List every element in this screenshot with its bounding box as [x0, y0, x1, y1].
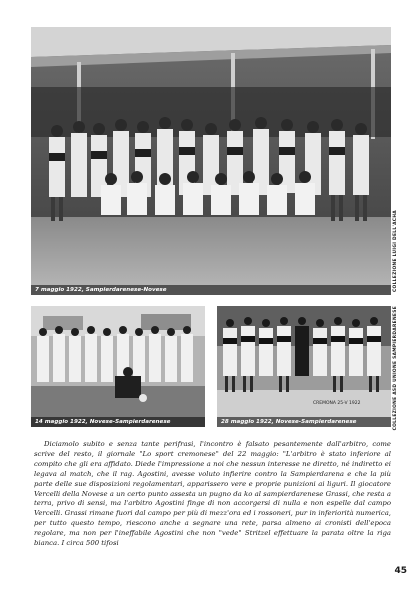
- team-photo-1922-05-28: [217, 306, 391, 427]
- photo-bottom-right: [217, 306, 391, 427]
- team-photo-1922-05-14: [31, 306, 205, 427]
- photo-top: [31, 27, 391, 295]
- team-photo-1922-05-07: [31, 27, 391, 295]
- photo-marking: CREMONA 25-V 1922: [313, 401, 361, 406]
- photo-credit: COLLEZIONE LUIGI DELL'ACHA: [393, 210, 398, 292]
- photo-caption: 14 maggio 1922, Novese-Sampierdarenese: [31, 417, 205, 427]
- page-number: 45: [394, 566, 407, 576]
- photo-caption: 28 maggio 1922, Novese-Sampierdarenese: [217, 417, 391, 427]
- photo-caption: 7 maggio 1922, Sampierdarenese-Novese: [31, 285, 391, 295]
- article-body: [34, 440, 391, 549]
- photo-bottom-left: [31, 306, 205, 427]
- article-paragraph: Diciamolo subito e senza tante perifrasi, l'incontro è falsato pesantemente dall'arbitro, come scrive del resto, il giornale "Lo sport cremonese" del 22 maggio: "L'arbitro è stato inferiore al compito che gli era affidato. Diede l'impressione a noi che nessun interesse ne diretto, né indiretto ei legava al match, che il rag. Agostini, avesse voluto infierire contro la Sampierdarena e che la più parte delle sue disposizioni regolamentari, apparissero vere e proprie punizioni ai liguri. Il giocatore Vercelli della Novese a un certo punto assesta un pugno da ko al sampierdarenese Grassi, che resta a terra, privo di sensi, ma l'arbitro Agostini finge di non accorgersi di nulla e non espelle dal campo Vercelli. Grassi rimane fuori dal campo per più di mezz'ora ed i rossoneri, pur in inferiorità numerica, per tutto questo tempo, riescono anche a segnare una rete, parsa almeno ai cronisti dell'epoca regolare, ma non per l'ineffabile Agostini che non "vede" Stritzel effettuare la parata oltre la riga bianca. I circa 500 tifosi: [34, 440, 391, 548]
- photo-credit: COLLEZIONE ASD UNIONE SAMPIERDARENESE: [393, 306, 398, 431]
